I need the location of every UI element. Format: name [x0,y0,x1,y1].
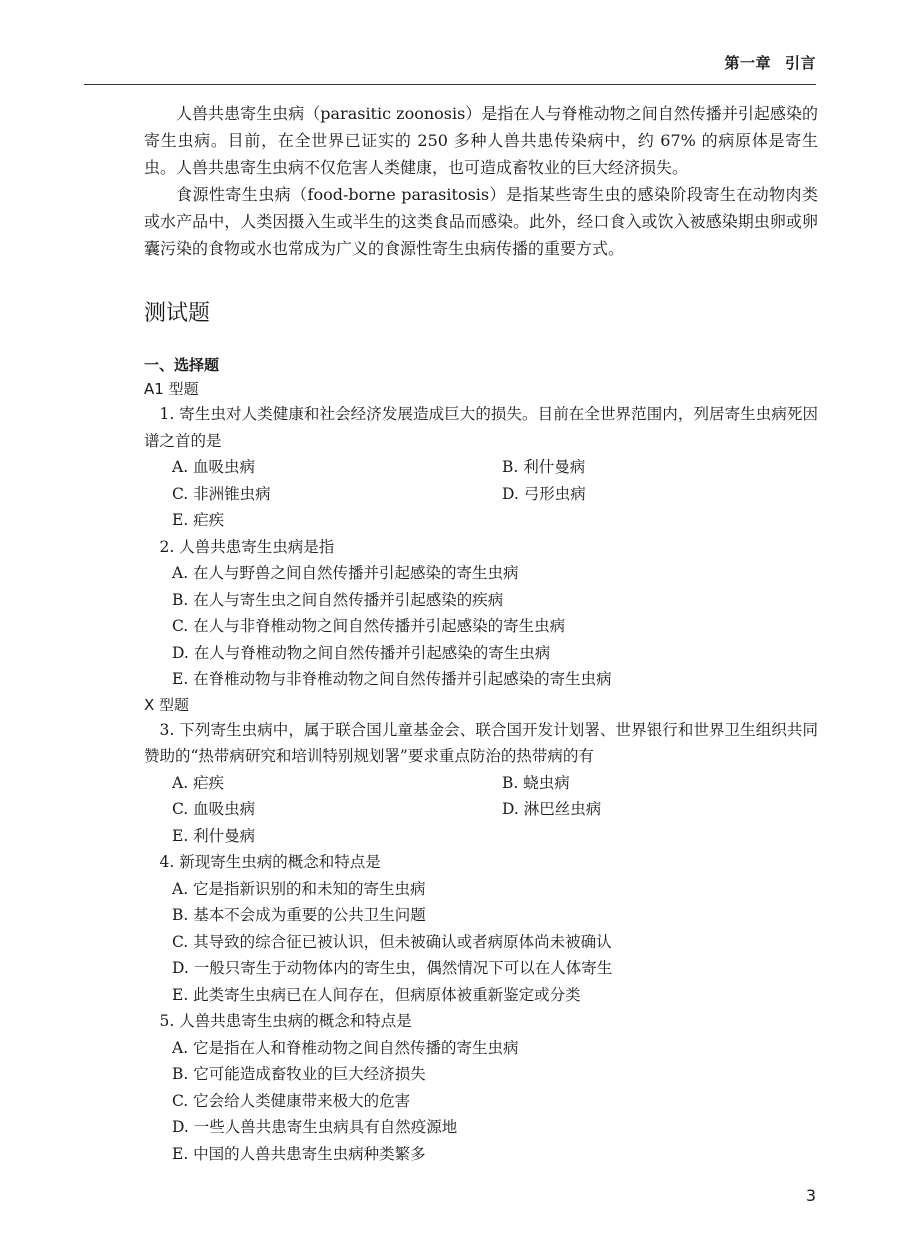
option-e: E. 疟疾 [172,511,225,529]
question-5 [144,1008,818,1167]
option-b: B. 基本不会成为重要的公共卫生问题 [172,906,426,924]
option-a: A. 它是指新识别的和未知的寄生虫病 [172,879,426,898]
option-b: B. 利什曼病 [502,458,586,476]
option-c: C. 血吸虫病 [172,800,256,818]
type-a1-heading: A1 型题 [144,380,199,398]
page-content [144,100,818,1167]
option-c: C. 非洲锥虫病 [172,484,271,503]
option-c: C. 它会给人类健康带来极大的危害 [172,1091,411,1110]
header-rule [84,84,816,85]
option-d: D. 淋巴丝虫病 [502,800,602,818]
option-e: E. 此类寄生虫病已在人间存在，但病原体被重新鉴定或分类 [172,985,581,1004]
option-a: A. 它是指在人和脊椎动物之间自然传播的寄生虫病 [172,1038,519,1057]
type-x-heading: X 型题 [144,695,190,714]
intro-paragraph-1: 人兽共患寄生虫病（parasitic zoonosis）是指在人与脊椎动物之间自然传播并引起感染的寄生虫病。目前，在全世界已证实的 250 多种人兽共患传染病中，约 67% 的病原体是寄生虫。人兽共患寄生虫病不仅危害人类健康，也可造成畜牧业的巨大经济损失。 [144,104,818,177]
option-b: B. 在人与寄生虫之间自然传播并引起感染的疾病 [172,590,504,609]
question-stem: 2. 人兽共患寄生虫病是指 [159,537,335,556]
option-b: B. 蛲虫病 [502,773,570,792]
question-3 [144,717,818,850]
question-stem: 1. 寄生虫对人类健康和社会经济发展造成巨大的损失。目前在全世界范围内，列居寄生虫病死因谱之首的是 [144,405,818,450]
option-b: B. 它可能造成畜牧业的巨大经济损失 [172,1065,426,1083]
option-c: C. 其导致的综合征已被认识，但未被确认或者病原体尚未被确认 [172,932,612,951]
option-c: C. 在人与非脊椎动物之间自然传播并引起感染的寄生虫病 [172,617,566,635]
option-a: A. 血吸虫病 [172,458,256,476]
question-stem: 5. 人兽共患寄生虫病的概念和特点是 [159,1012,412,1030]
question-stem: 3. 下列寄生虫病中，属于联合国儿童基金会、联合国开发计划署、世界银行和世界卫生组织共同赞助的“热带病研究和培训特别规划署”要求重点防治的热带病的有 [144,720,818,765]
running-header [724,52,816,73]
option-e: E. 利什曼病 [172,826,256,845]
chapter-title: 引言 [784,54,816,72]
option-e: E. 中国的人兽共患寄生虫病种类繁多 [172,1144,426,1163]
question-stem: 4. 新现寄生虫病的概念和特点是 [159,853,381,871]
option-d: D. 一些人兽共患寄生虫病具有自然疫源地 [172,1118,458,1136]
question-1 [144,401,818,534]
option-d: D. 在人与脊椎动物之间自然传播并引起感染的寄生虫病 [172,643,551,662]
option-a: A. 疟疾 [172,773,225,792]
option-a: A. 在人与野兽之间自然传播并引起感染的寄生虫病 [172,564,519,582]
question-4 [144,849,818,1008]
option-e: E. 在脊椎动物与非脊椎动物之间自然传播并引起感染的寄生虫病 [172,670,612,688]
category-heading: 一、选择题 [144,356,220,374]
option-d: D. 弓形虫病 [502,484,586,503]
question-2 [144,534,818,693]
option-d: D. 一般只寄生于动物体内的寄生虫，偶然情况下可以在人体寄生 [172,959,613,977]
chapter-label: 第一章 [724,54,771,72]
page-number: 3 [805,1186,816,1205]
intro-paragraph-2: 食源性寄生虫病（food-borne parasitosis）是指某些寄生虫的感染阶段寄生在动物肉类或水产品中，人类因摄入生或半生的这类食品而感染。此外，经口食入或饮入被感染期虫卵或卵囊污染的食物或水也常成为广义的食源性寄生虫病传播的重要方式。 [144,185,818,258]
section-title: 测试题 [144,301,211,326]
